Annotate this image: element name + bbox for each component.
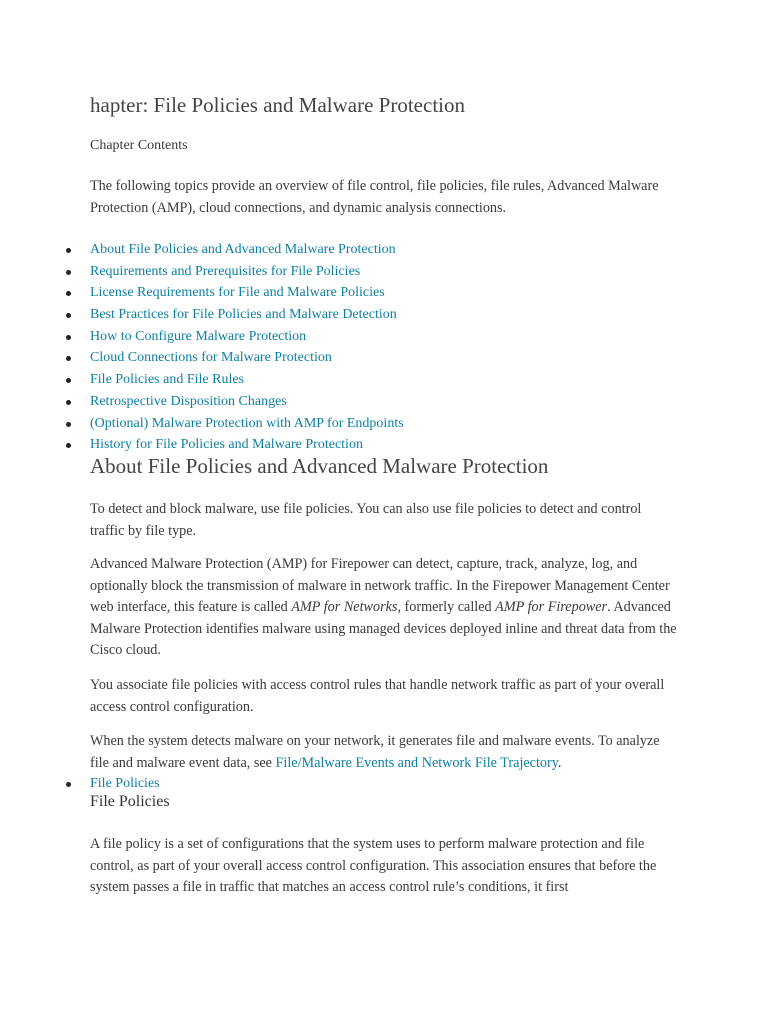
chapter-toc-list [64, 239, 404, 456]
emphasis-text: AMP for Networks [291, 599, 398, 615]
bullet-icon [66, 378, 71, 383]
toc-link-cloud[interactable]: Cloud Connections for Malware Protection [90, 350, 332, 366]
subsection-title: File Policies [90, 793, 170, 810]
toc-item [64, 347, 404, 369]
bullet-icon [66, 313, 71, 318]
body-paragraph: To detect and block malware, use file policies. You can also use file policies to detect and control traffic by file type. [90, 501, 642, 539]
toc-link-requirements[interactable]: Requirements and Prerequisites for File Policies [90, 263, 361, 279]
toc-link-history[interactable]: History for File Policies and Malware Protection [90, 437, 363, 453]
toc-link-license[interactable]: License Requirements for File and Malware Policies [90, 285, 385, 301]
toc-item [64, 326, 404, 348]
text-run: , formerly called [397, 599, 496, 615]
body-paragraph: You associate file policies with access control rules that handle network traffic as part of your overall access control configuration. [90, 677, 665, 715]
bullet-icon [66, 400, 71, 405]
toc-item [64, 434, 404, 456]
toc-link-about[interactable]: About File Policies and Advanced Malware Protection [90, 242, 396, 257]
text-run: . [557, 754, 562, 771]
text-run: . Advanced Malware Protection identifies malware using managed devices deployed inline and threat data from the Cisco cloud. [90, 599, 677, 658]
chapter-title: hapter: File Policies and Malware Protection [90, 93, 465, 117]
toc-link-amp-endpoints[interactable]: (Optional) Malware Protection with AMP for Endpoints [90, 415, 404, 431]
body-paragraph: A file policy is a set of configurations that the system uses to perform malware protection and file control, as part of your overall access control configuration. This association ensures that before the system passes a file in traffic that matches an access control rule’s conditions, it first [90, 836, 657, 895]
section-sub-list [64, 774, 160, 794]
intro-paragraph: The following topics provide an overview of file control, file policies, file rules, Advanced Malware Protection (AMP), cloud connections, and dynamic analysis connections. [90, 178, 659, 216]
body-paragraph-amp [90, 554, 680, 662]
file-malware-events-link[interactable]: File/Malware Events and Network File Trajectory [275, 754, 558, 771]
toc-link-retrospective[interactable]: Retrospective Disposition Changes [90, 393, 287, 409]
section-title: About File Policies and Advanced Malware Protection [90, 454, 549, 478]
toc-item [64, 413, 404, 435]
toc-item [64, 304, 404, 326]
toc-link-configure[interactable]: How to Configure Malware Protection [90, 328, 307, 344]
emphasis-text: AMP for Firepower [495, 599, 608, 615]
text-run: Advanced Malware Protection (AMP) for Firepower can detect, capture, track, analyze, log, and optionally block the transmission of malware in network traffic. In the Firepower Management Center web interface, this feature is called [90, 556, 670, 615]
text-run: When the system detects malware on your network, it generates file and malware events. To analyze file and malware event data, see [90, 733, 660, 771]
bullet-icon [66, 270, 71, 275]
bullet-icon [66, 443, 71, 448]
bullet-icon [66, 356, 71, 361]
sub-list-item [64, 774, 160, 794]
chapter-contents-label: Chapter Contents [90, 138, 188, 153]
toc-item [64, 369, 404, 391]
bullet-icon [66, 422, 71, 427]
sub-link-file-policies[interactable]: File Policies [90, 776, 160, 791]
bullet-icon [66, 291, 71, 296]
bullet-icon [66, 248, 71, 253]
toc-item [64, 282, 404, 304]
bullet-icon [66, 335, 71, 340]
bullet-icon [66, 782, 71, 787]
toc-item [64, 261, 404, 283]
toc-item [64, 391, 404, 413]
toc-link-file-rules[interactable]: File Policies and File Rules [90, 372, 244, 388]
body-paragraph-events [90, 731, 680, 774]
toc-link-best-practices[interactable]: Best Practices for File Policies and Malware Detection [90, 307, 397, 323]
toc-item [64, 239, 404, 261]
